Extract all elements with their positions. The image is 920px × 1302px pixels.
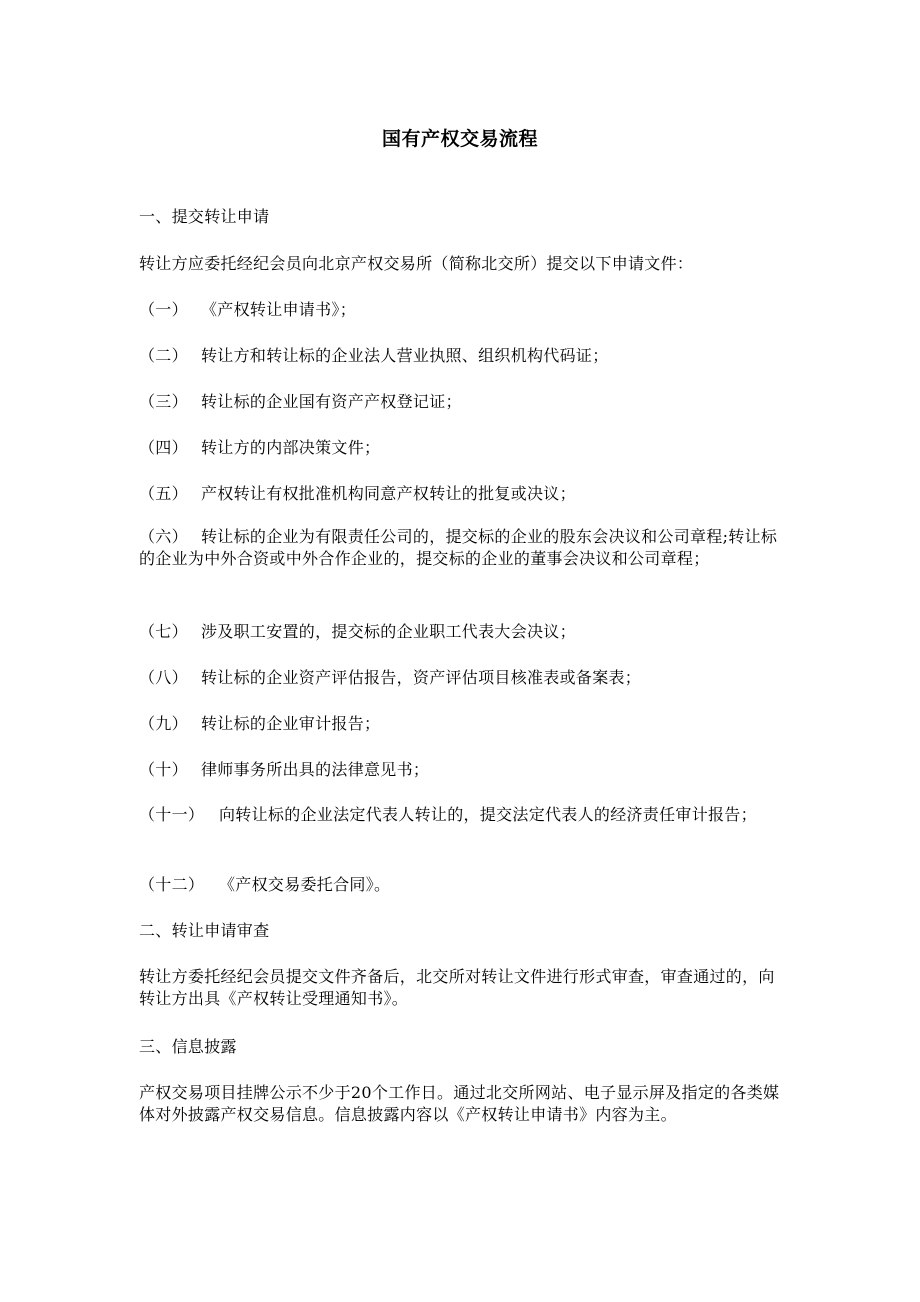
section1-heading: 一、提交转让申请: [139, 207, 270, 226]
list-item: [139, 345, 783, 367]
list-item-number: （三）: [139, 392, 188, 411]
list-item-number: （七）: [139, 622, 188, 641]
list-item-text: 律师事务所出具的法律意见书；: [201, 760, 430, 779]
list-item-text: 《产权转让申请书》；: [201, 300, 357, 319]
section3-heading: 三、信息披露: [139, 1037, 237, 1056]
list-item-text: 转让标的企业审计报告；: [201, 714, 381, 733]
list-item-number: （九）: [139, 714, 188, 733]
list-item: [139, 526, 783, 570]
list-item: [139, 874, 783, 896]
list-item: [139, 667, 783, 689]
list-item: [139, 391, 783, 413]
list-item-text: 转让标的企业资产评估报告，资产评估项目核准表或备案表；: [201, 668, 642, 687]
list-item-number: （二）: [139, 346, 188, 365]
list-item-text: 涉及职工安置的，提交标的企业职工代表大会决议；: [201, 622, 576, 641]
list-item-text: 转让标的企业国有资产产权登记证；: [201, 392, 462, 411]
section2-text: 转让方委托经纪会员提交文件齐备后，北交所对转让文件进行形式审查，审查通过的，向转让方出具《产权转让受理通知书》。: [139, 967, 775, 1008]
section2-heading: 二、转让申请审查: [139, 921, 270, 940]
section1-intro: 转让方应委托经纪会员向北京产权交易所（简称北交所）提交以下申请文件：: [139, 254, 694, 273]
list-item: [139, 804, 783, 826]
list-item-number: （一）: [139, 300, 188, 319]
list-item: [139, 299, 783, 321]
list-item-number: （六）: [139, 527, 188, 546]
list-item-number: （五）: [139, 484, 188, 503]
list-item-text: 转让方的内部决策文件；: [201, 438, 381, 457]
list-item: [139, 621, 783, 643]
list-item-text: 产权转让有权批准机构同意产权转让的批复或决议；: [201, 484, 576, 503]
list-item: [139, 437, 783, 459]
list-item-number: （十一）: [139, 805, 205, 824]
list-item-number: （十二）: [139, 875, 205, 894]
list-item-text: 转让方和转让标的企业法人营业执照、组织机构代码证；: [201, 346, 609, 365]
list-item-number: （十）: [139, 760, 188, 779]
list-item-number: （四）: [139, 438, 188, 457]
list-item: [139, 759, 783, 781]
list-item-text: 转让标的企业为有限责任公司的，提交标的企业的股东会决议和公司章程;转让标的企业为中外合资或中外合作企业的，提交标的企业的董事会决议和公司章程；: [139, 527, 778, 568]
list-item-number: （八）: [139, 668, 188, 687]
document-title: 国有产权交易流程: [381, 128, 538, 150]
list-item-text: 向转让标的企业法定代表人转让的，提交法定代表人的经济责任审计报告；: [219, 805, 757, 824]
list-item: [139, 483, 783, 505]
section3-text: 产权交易项目挂牌公示不少于20个工作日。通过北交所网站、电子显示屏及指定的各类媒体对外披露产权交易信息。信息披露内容以《产权转让申请书》内容为主。: [139, 1083, 780, 1124]
list-item-text: 《产权交易委托合同》。: [219, 875, 391, 894]
list-item: [139, 713, 783, 735]
